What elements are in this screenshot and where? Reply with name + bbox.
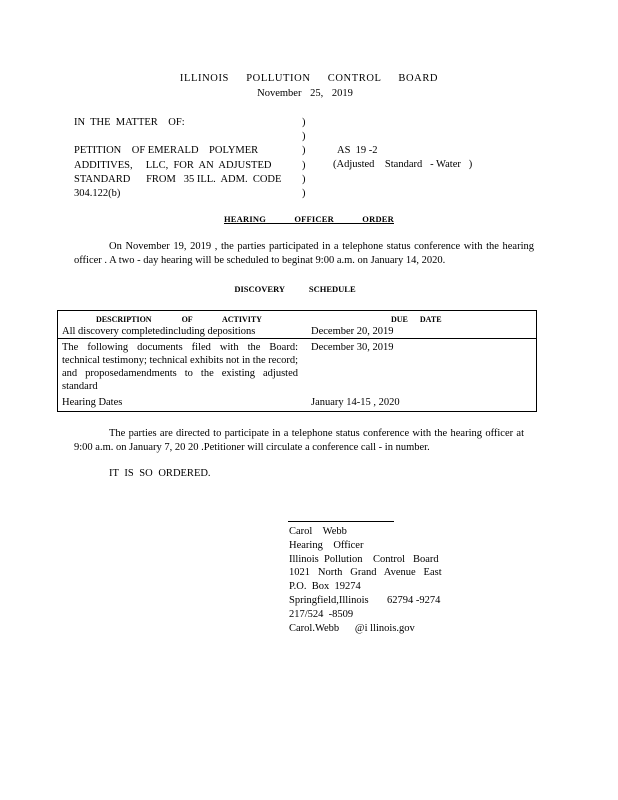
signature-line-text: Springfield,Illinois 62794 -9274 <box>289 594 441 606</box>
table-row <box>58 339 536 397</box>
signature-block <box>289 525 442 635</box>
caption-line <box>74 130 281 144</box>
table-cell-due: December 30, 2019 <box>311 342 394 353</box>
signature-line-text: 1021 North Grand Avenue East <box>289 567 442 579</box>
signature-line-text: Illinois Pollution Control Board <box>289 553 439 565</box>
caption-line: ADDITIVES, LLC, FOR AN ADJUSTED <box>74 159 272 171</box>
row-divider <box>58 338 308 339</box>
caption-line: PETITION OF EMERALD POLYMER <box>74 145 259 157</box>
status-paragraph: On November 19, 2019 , the parties participated in a telephone status conference with the hearing officer . A two - day hearing will be scheduled to beginat 9:00 a.m. on January 14, 2020. <box>74 241 534 267</box>
parenthesis: ) <box>302 117 306 128</box>
case-number: AS 19 -2 <box>337 145 378 156</box>
caption-line: IN THE MATTER OF: <box>74 117 185 128</box>
order-heading: HEARING OFFICER ORDER <box>223 214 394 224</box>
parenthesis: ) <box>302 188 306 200</box>
table-cell-description: Hearing Dates <box>62 397 123 408</box>
table-row <box>58 396 536 410</box>
parenthesis: ) <box>302 145 306 157</box>
table-cell-due: January 14-15 , 2020 <box>311 397 400 408</box>
case-type: (Adjusted Standard - Water ) <box>333 159 473 171</box>
order-date: November 25, 2019 <box>257 88 353 99</box>
table-cell-description: All discovery completedincluding depositions <box>62 326 256 337</box>
case-number-block <box>333 144 472 172</box>
table-cell-description: The following documents filed with the Board: technical testimony; technical exhibits not in the record; and proposedamendments to the existing adjusted standard <box>62 342 298 392</box>
signature-email[interactable]: Carol.Webb @i llinois.gov <box>289 622 415 634</box>
signature-line-text: Carol Webb <box>289 526 347 537</box>
signature-line-text: P.O. Box 19274 <box>289 581 361 593</box>
discovery-schedule-table <box>57 310 537 412</box>
caption-line: 304.122(b) <box>74 188 121 200</box>
board-title: ILLINOIS POLLUTION CONTROL BOARD <box>179 73 439 84</box>
so-ordered: IT IS SO ORDERED. <box>109 468 211 479</box>
parenthesis: ) <box>302 159 306 171</box>
case-caption <box>74 116 281 201</box>
signature-line-text: 217/524 -8509 <box>289 608 354 620</box>
conference-paragraph: The parties are directed to participate in a telephone status conference with the hearing officer at 9:00 a.m. on January 7, 20 20 .Petitioner will circulate a conference call - in number. <box>74 428 524 454</box>
caption-parentheses <box>302 116 306 201</box>
caption-line: STANDARD FROM 35 ILL. ADM. CODE <box>74 173 282 185</box>
parenthesis: ) <box>302 131 306 143</box>
description-column-header: DESCRIPTION OF ACTIVITY <box>96 315 262 324</box>
due-date-column-header: DUE DATE <box>391 315 442 324</box>
parenthesis: ) <box>302 173 306 185</box>
table-header-row <box>58 311 536 339</box>
table-cell-due: December 20, 2019 <box>311 326 394 337</box>
signature-line <box>288 521 394 522</box>
signature-line-text: Hearing Officer <box>289 539 364 551</box>
discovery-schedule-heading: DISCOVERY SCHEDULE <box>234 284 356 294</box>
